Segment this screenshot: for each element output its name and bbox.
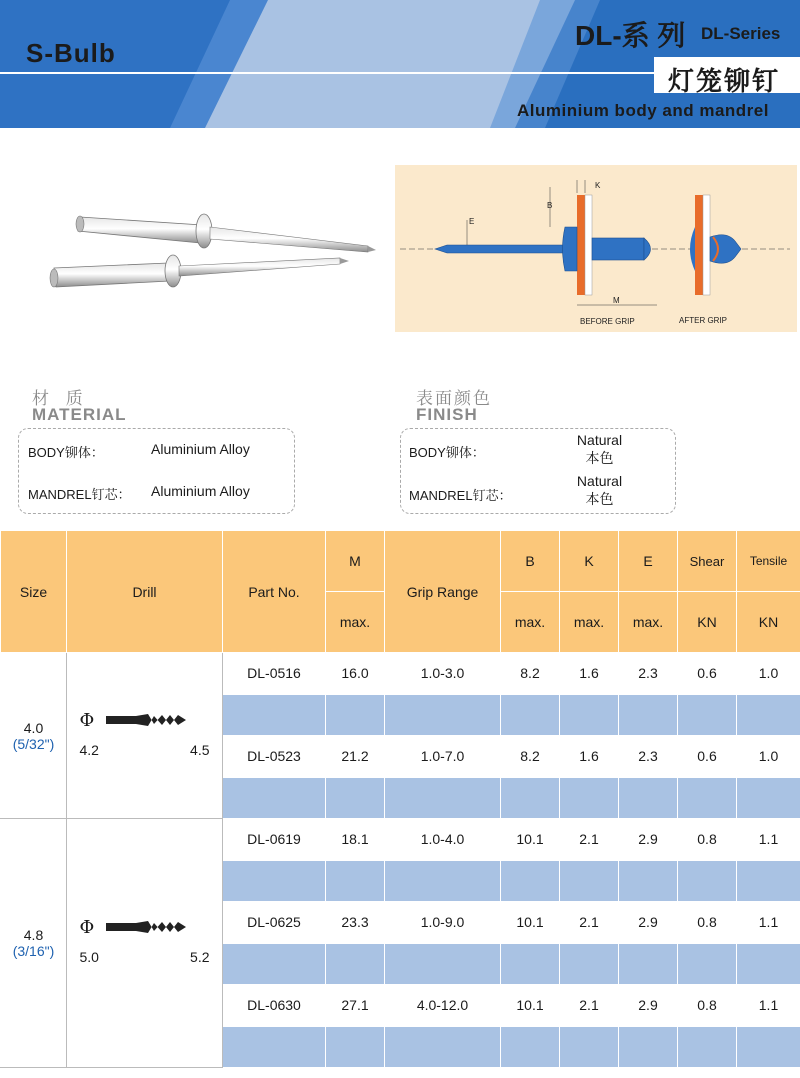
brand-title: S-Bulb <box>26 38 116 68</box>
material-title-en: MATERIAL <box>32 405 127 424</box>
drill-bit-icon <box>106 712 190 728</box>
series-title-en: DL-Series <box>701 24 781 43</box>
drill-max: 5.2 <box>190 949 210 965</box>
k-value: 2.1 <box>560 985 619 1027</box>
tensile-value: 1.0 <box>737 653 800 695</box>
m-value: 27.1 <box>326 985 385 1027</box>
finish-mandrel-value-en: Natural <box>576 473 623 489</box>
header-size: Size <box>1 531 67 653</box>
shear-value: 0.6 <box>678 736 737 778</box>
grip-value: 1.0-4.0 <box>385 819 501 861</box>
material-mandrel-value: Aluminium Alloy <box>151 483 250 499</box>
header-m: M <box>326 531 385 592</box>
finish-mandrel-value-cn: 本色 <box>585 491 614 507</box>
rivet-dimension-diagram <box>395 165 797 332</box>
k-value: 2.1 <box>560 902 619 944</box>
size-inch: (3/16") <box>12 943 55 959</box>
part-no: DL-0625 <box>223 902 326 944</box>
header-k-sub: max. <box>560 592 619 653</box>
header-tensile-sub: KN <box>737 592 800 653</box>
header-drill: Drill <box>67 531 223 653</box>
phi-symbol: Φ <box>79 709 95 731</box>
material-mandrel-key: MANDREL钉芯： <box>28 487 131 502</box>
part-no: DL-0619 <box>223 819 326 861</box>
grip-value: 1.0-3.0 <box>385 653 501 695</box>
part-no: DL-0523 <box>223 736 326 778</box>
diagram-label-e: E <box>469 217 475 226</box>
drill-max: 4.5 <box>190 741 210 758</box>
grip-value: 4.0-12.0 <box>385 985 501 1027</box>
material-title-cn: 材 质 <box>32 389 89 408</box>
phi-symbol: Φ <box>79 917 95 938</box>
before-grip-label: BEFORE GRIP <box>580 317 635 326</box>
m-value: 18.1 <box>326 819 385 861</box>
finish-title-en: FINISH <box>416 405 478 424</box>
diagram-label-k: K <box>595 181 601 190</box>
diagram-label-b: B <box>547 201 553 210</box>
finish-mandrel-key: MANDREL钉芯： <box>409 488 512 503</box>
tensile-value: 1.1 <box>737 902 800 944</box>
finish-body-value-cn: 本色 <box>585 450 614 466</box>
header-grip-range: Grip Range <box>385 531 501 653</box>
k-value: 1.6 <box>560 653 619 695</box>
shear-value: 0.8 <box>678 819 737 861</box>
material-body-key: BODY铆体： <box>28 445 104 460</box>
after-grip-label: AFTER GRIP <box>679 316 728 325</box>
header-banner <box>0 0 800 128</box>
e-value: 2.9 <box>619 902 678 944</box>
size-cell <box>1 819 67 1068</box>
drill-cell <box>67 819 223 1068</box>
k-value: 2.1 <box>560 819 619 861</box>
e-value: 2.3 <box>619 736 678 778</box>
spec-table-body <box>1 653 800 1068</box>
spec-table <box>0 530 800 1068</box>
tensile-value: 1.1 <box>737 819 800 861</box>
table-row <box>1 653 800 695</box>
m-value: 16.0 <box>326 653 385 695</box>
drill-min: 5.0 <box>79 949 99 965</box>
drill-min: 4.2 <box>79 741 99 758</box>
grip-value: 1.0-9.0 <box>385 902 501 944</box>
finish-body-value-en: Natural <box>576 432 623 448</box>
k-value: 1.6 <box>560 736 619 778</box>
part-no: DL-0516 <box>223 653 326 695</box>
header-m-sub: max. <box>326 592 385 653</box>
finish-body-key: BODY铆体： <box>409 445 485 460</box>
header-part-no: Part No. <box>223 531 326 653</box>
b-value: 8.2 <box>501 736 560 778</box>
spec-table-header <box>1 531 800 653</box>
part-no: DL-0630 <box>223 985 326 1027</box>
diagram-label-m: M <box>613 296 620 305</box>
size-mm: 4.8 <box>23 927 44 943</box>
e-value: 2.9 <box>619 985 678 1027</box>
header-k: K <box>560 531 619 592</box>
finish-title-cn: 表面颜色 <box>416 389 492 408</box>
header-shear-sub: KN <box>678 592 737 653</box>
size-cell <box>1 653 67 819</box>
grip-value: 1.0-7.0 <box>385 736 501 778</box>
e-value: 2.9 <box>619 819 678 861</box>
header-shear: Shear <box>678 531 737 592</box>
header-b: B <box>501 531 560 592</box>
shear-value: 0.8 <box>678 985 737 1027</box>
size-inch: (5/32") <box>12 735 55 752</box>
series-title-cn: DL-系 列 <box>575 20 686 51</box>
header-b-sub: max. <box>501 592 560 653</box>
m-value: 23.3 <box>326 902 385 944</box>
finish-body-value <box>562 431 637 467</box>
tagline: Aluminium body and mandrel <box>517 101 769 120</box>
tensile-value: 1.1 <box>737 985 800 1027</box>
finish-mandrel-value <box>562 472 637 508</box>
e-value: 2.3 <box>619 653 678 695</box>
table-row <box>1 819 800 861</box>
rivet-diagram-drawing <box>395 165 797 332</box>
shear-value: 0.6 <box>678 653 737 695</box>
b-value: 10.1 <box>501 902 560 944</box>
rivet-product-image <box>40 195 380 305</box>
drill-bit-icon <box>106 919 190 935</box>
series-subtitle: 灯笼铆钉 <box>668 66 781 96</box>
b-value: 10.1 <box>501 985 560 1027</box>
tensile-value: 1.0 <box>737 736 800 778</box>
drill-cell <box>67 653 223 819</box>
header-e: E <box>619 531 678 592</box>
header-e-sub: max. <box>619 592 678 653</box>
b-value: 10.1 <box>501 819 560 861</box>
shear-value: 0.8 <box>678 902 737 944</box>
material-body-value: Aluminium Alloy <box>151 441 250 457</box>
header-tensile: Tensile <box>737 531 800 592</box>
m-value: 21.2 <box>326 736 385 778</box>
size-mm: 4.0 <box>23 719 44 736</box>
b-value: 8.2 <box>501 653 560 695</box>
